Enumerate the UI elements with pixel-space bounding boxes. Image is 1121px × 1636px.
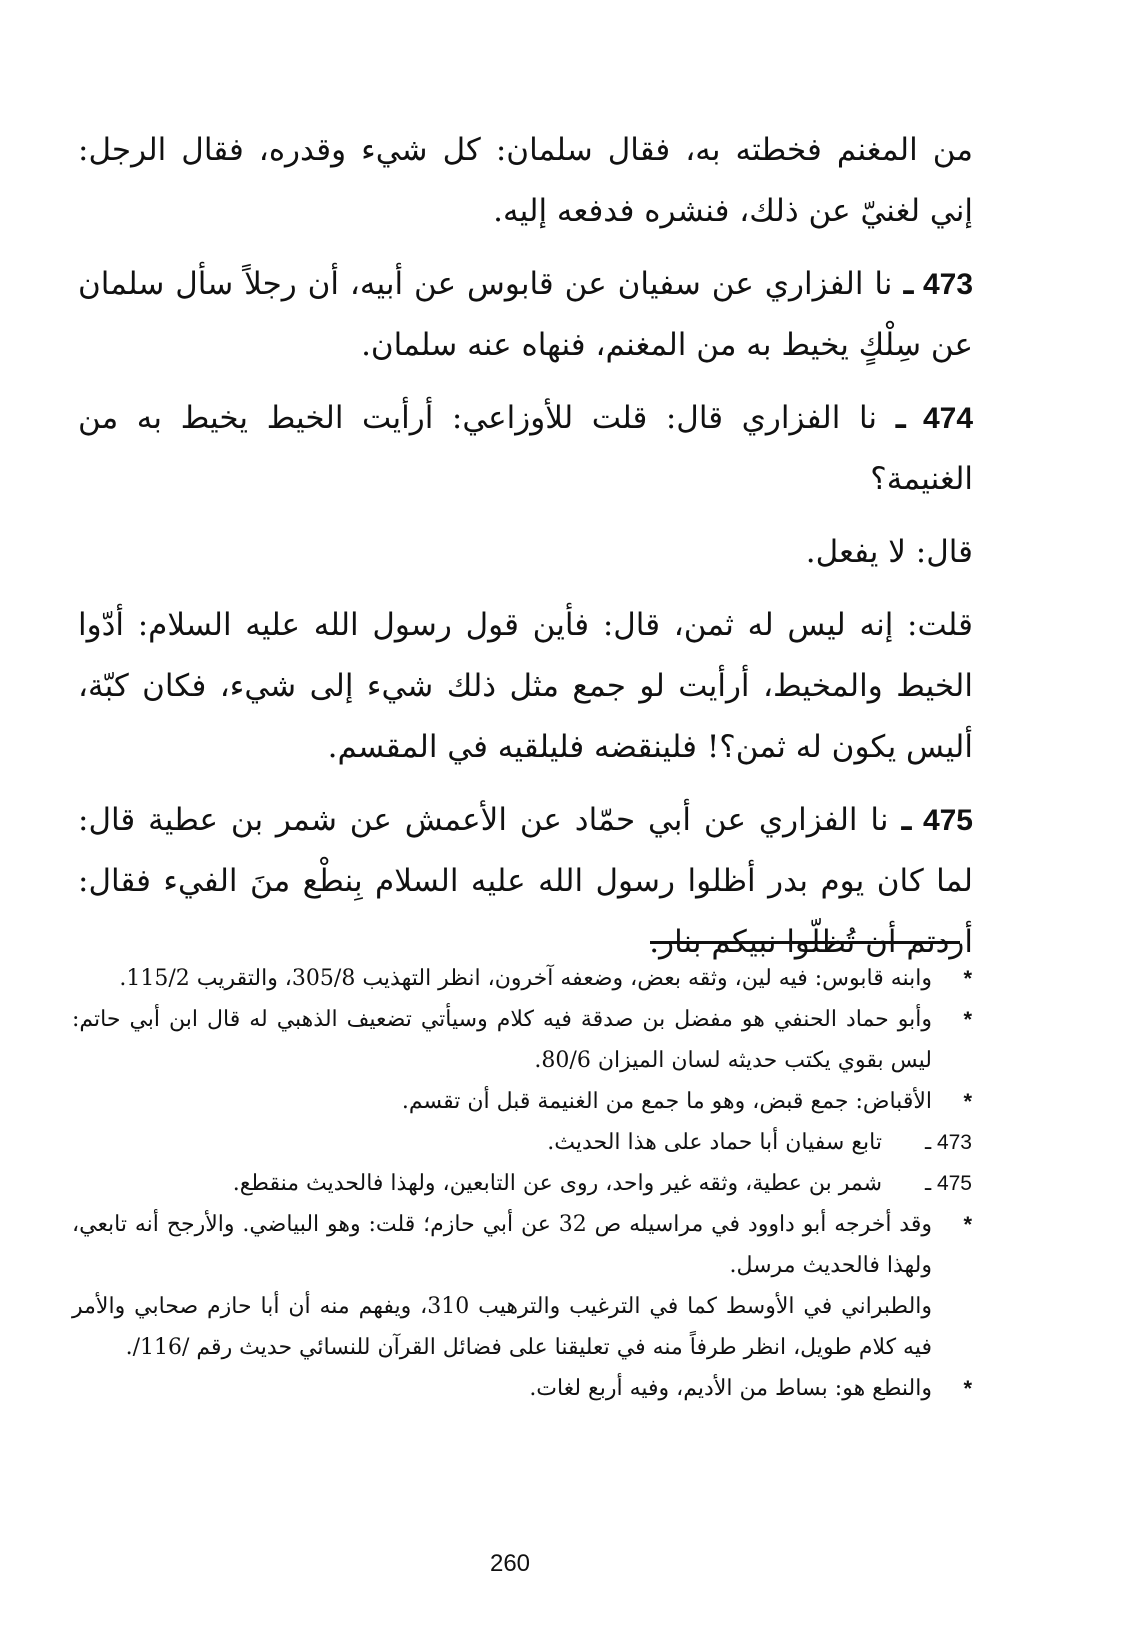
footnote-marker: 475 ـ: [924, 1172, 972, 1195]
paragraph: [78, 522, 973, 583]
paragraph: [78, 595, 973, 778]
hadith-475: [78, 790, 973, 973]
paragraph-text: نا الفزاري عن سفيان عن قابوس عن أبيه، أن رجلاً سأل سلمان عن سِلْكٍ يخيط به من المغنم، فنهاه عنه سلمان.: [78, 266, 973, 363]
footnote-text: شمر بن عطية، وثقه غير واحد، روى عن التابعين، ولهذا فالحديث منقطع.: [232, 1171, 882, 1196]
paragraph-text: من المغنم فخطته به، فقال سلمان: كل شيء وقدره، فقال الرجل: إني لغنيّ عن ذلك، فنشره فدفعه إليه.: [78, 132, 973, 229]
hadith-474: [78, 388, 973, 510]
footnote-separator: [650, 941, 960, 944]
paragraph-text: قال: لا يفعل.: [805, 534, 973, 570]
footnote-text: وقد أخرجه أبو داوود في مراسيله ص 32 عن أبي حازم؛ قلت: وهو البياضي. والأرجح أنه تابعي، ولهذا فالحديث مرسل.: [72, 1212, 932, 1278]
footnote-marker: *: [963, 1212, 972, 1237]
hadith-number: 475 ـ: [901, 804, 973, 837]
paragraph: [78, 120, 973, 242]
hadith-number: 474 ـ: [895, 402, 974, 435]
footnote-marker: *: [963, 1007, 972, 1032]
footnote: [72, 1286, 972, 1368]
paragraph-text: نا الفزاري عن أبي حمّاد عن الأعمش عن شمر بن عطية قال: لما كان يوم بدر أظلوا رسول الله عليه السلام بِنطْع منَ الفيء فقال: أردتم أن تُظلّوا نبيكم بنار.: [78, 802, 973, 960]
footnote: [72, 999, 972, 1081]
footnote-text: والنطع هو: بساط من الأديم، وفيه أربع لغات.: [529, 1376, 932, 1401]
footnote: [72, 1163, 972, 1204]
footnote-marker: 473 ـ: [924, 1131, 972, 1154]
footnote: [72, 1204, 972, 1286]
footnote-text: الأقباض: جمع قبض، وهو ما جمع من الغنيمة قبل أن تقسم.: [401, 1089, 932, 1114]
footnote-marker: *: [963, 1089, 972, 1114]
footnote-text: والطبراني في الأوسط كما في الترغيب والترهيب 310، ويفهم منه أن أبا حازم صحابي والأمر فيه كلام طويل، انظر طرفاً منه في تعليقنا على فضائل القرآن للنسائي حديث رقم /116/.: [72, 1294, 933, 1360]
hadith-number: 473 ـ: [903, 268, 974, 301]
footnote-text: وأبو حماد الحنفي هو مفضل بن صدقة فيه كلام وسيأتي تضعيف الذهبي له قال ابن أبي حاتم: ليس بقوي يكتب حديثه لسان الميزان 80/6.: [72, 1007, 932, 1073]
hadith-473: [78, 254, 973, 376]
main-text: [78, 120, 973, 985]
paragraph-text: نا الفزاري قال: قلت للأوزاعي: أرأيت الخيط يخيط به من الغنيمة؟: [78, 400, 973, 497]
footnote-text: وابنه قابوس: فيه لين، وثقه بعض، وضعفه آخرون، انظر التهذيب 305/8، والتقريب 115/2.: [119, 966, 932, 991]
page-number: 260: [489, 1550, 531, 1577]
footnote: [72, 1368, 972, 1409]
footnote: [72, 958, 972, 999]
paragraph-text: قلت: إنه ليس له ثمن، قال: فأين قول رسول الله عليه السلام: أدّوا الخيط والمخيط، أرأيت لو جمع مثل ذلك شيء إلى شيء، فكان كبّة، أليس يكون له ثمن؟! فلينقضه فليلقيه في المقسم.: [78, 607, 973, 765]
footnote-text: تابع سفيان أبا حماد على هذا الحديث.: [547, 1130, 882, 1155]
footnote: [72, 1122, 972, 1163]
footnote-marker: *: [963, 1376, 972, 1401]
footnote-marker: *: [963, 966, 972, 991]
footnote: [72, 1081, 972, 1122]
footnotes: [72, 958, 972, 1409]
